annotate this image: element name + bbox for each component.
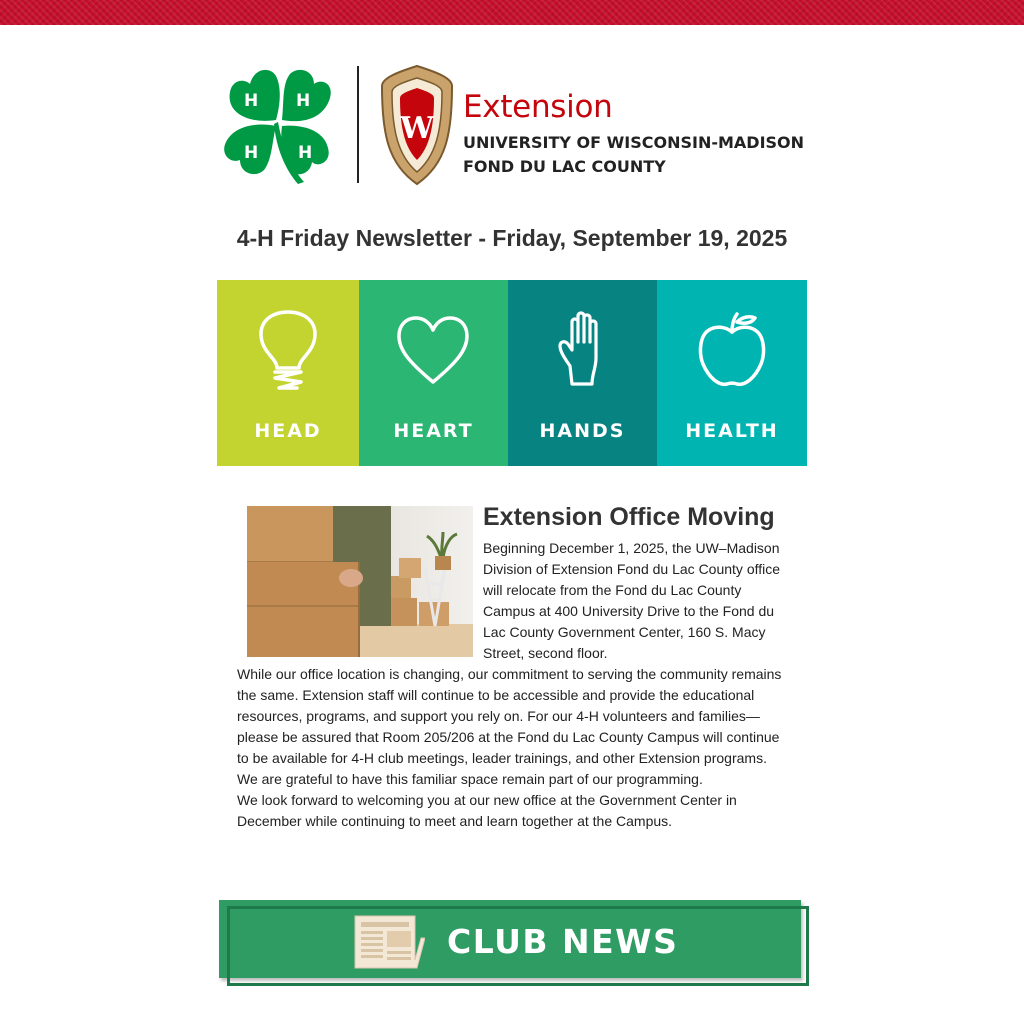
lightbulb-icon	[217, 310, 359, 392]
top-banner-stripe	[0, 0, 1024, 25]
pillar-label-head: HEAD	[254, 420, 322, 442]
article-paragraph-3: We look forward to welcoming you at our new office at the Government Center in December while continuing to meet and learn together at the Campus.	[237, 792, 737, 829]
four-h-pillars-banner	[217, 280, 807, 466]
article-office-moving	[237, 502, 789, 832]
four-leaf-clover-icon[interactable]	[220, 62, 338, 184]
heart-icon	[359, 310, 508, 392]
svg-text:H: H	[298, 143, 313, 163]
header-logos	[220, 62, 810, 187]
svg-text:H: H	[244, 91, 259, 111]
article-heading: Extension Office Moving	[483, 503, 775, 531]
svg-text:H: H	[244, 143, 259, 163]
newsletter-title: 4-H Friday Newsletter - Friday, September 19, 2025	[236, 225, 788, 251]
club-news-banner[interactable]	[219, 900, 809, 986]
university-name: UNIVERSITY OF WISCONSIN-MADISON	[463, 133, 805, 152]
pillar-label-heart: HEART	[393, 420, 474, 442]
pillar-label-hands: HANDS	[539, 420, 626, 442]
newspaper-icon	[351, 914, 425, 970]
club-news-label: CLUB NEWS	[447, 922, 679, 961]
pillar-hands	[508, 280, 657, 466]
pillar-health	[657, 280, 807, 466]
county-name: FOND DU LAC COUNTY	[463, 157, 666, 176]
apple-icon	[657, 310, 807, 392]
hand-icon	[508, 310, 657, 392]
moving-boxes-photo	[247, 506, 473, 657]
svg-text:H: H	[296, 91, 311, 111]
extension-wordmark: Extension	[463, 89, 613, 125]
svg-text:W: W	[400, 111, 434, 146]
article-paragraph-2: While our office location is changing, our commitment to serving the community remains the same. Extension staff will continue to be accessible and provide the educational resources, programs, and support you rely on. For our 4-H volunteers and families—please be assured that Room 205/206 at the Fond du Lac County Campus will continue to be available for 4-H club meetings, leader trainings, and other Extension programs. We are grateful to have this familiar space remain part of our programming.	[237, 666, 782, 787]
pillar-head	[217, 280, 359, 466]
article-paragraph-1: Beginning December 1, 2025, the UW–Madison Division of Extension Fond du Lac County office will relocate from the Fond du Lac County Campus at 400 University Drive to the Fond du Lac County Government Center, 160 S. Macy Street, second floor.	[483, 540, 781, 661]
uw-crest-icon[interactable]	[378, 64, 456, 186]
logo-divider	[357, 66, 359, 183]
pillar-label-health: HEALTH	[685, 420, 779, 442]
pillar-heart	[359, 280, 508, 466]
